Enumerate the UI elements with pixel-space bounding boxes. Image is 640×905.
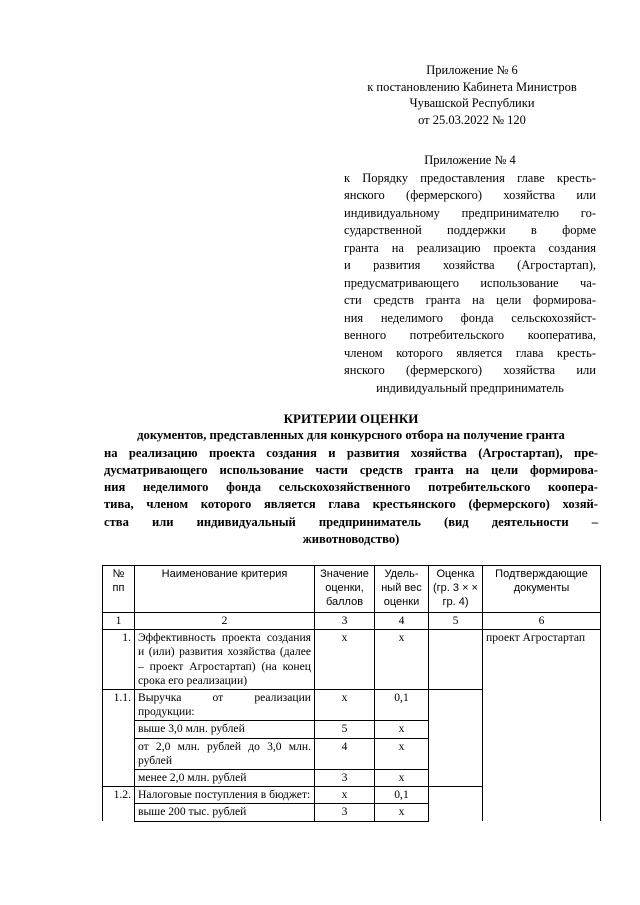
row-value: 4: [315, 738, 375, 769]
col-number: 5: [429, 613, 483, 630]
row-name: выше 200 тыс. рублей: [135, 804, 315, 821]
row-num: 1.: [103, 630, 135, 690]
header-score: Оценка (гр. 3 × × гр. 4): [429, 566, 483, 613]
criteria-table: [102, 565, 601, 822]
appendix-6-republic: Чувашской Республики: [409, 96, 535, 110]
row-weight: х: [375, 721, 429, 738]
col-number: 6: [483, 613, 601, 630]
appendix-4-header: [344, 152, 596, 397]
appendix-4-line: ния неделимого фонда сельскохозяйст-: [344, 310, 596, 325]
appendix-4-line: янского (фермерского) хозяйства или: [344, 188, 596, 202]
col-number: 4: [375, 613, 429, 630]
criteria-subtitle-line: животноводство): [302, 532, 400, 547]
header-name: Наименование критерия: [135, 566, 315, 613]
row-value: 3: [315, 804, 375, 821]
appendix-4-line: индивидуальный предприниматель: [376, 380, 564, 395]
row-value: 3: [315, 770, 375, 787]
appendix-6-date: от 25.03.2022 № 120: [418, 112, 526, 127]
header-num: № пп: [103, 566, 135, 613]
appendix-4-line: членом которого является глава кресть-: [344, 345, 596, 360]
criteria-subtitle-line: дусматривающего использование части средств гранта на цели формирова-: [104, 462, 598, 477]
appendix-4-line: сти средств гранта на цели формирова-: [344, 293, 596, 307]
appendix-4-line: к Порядку предоставления главе кресть-: [344, 170, 596, 185]
row-weight: х: [375, 630, 429, 690]
row-score: [429, 630, 483, 690]
appendix-4-line: янского (фермерского) хозяйства или: [344, 363, 596, 377]
col-number: 2: [135, 613, 315, 630]
appendix-4-line: и развития хозяйства (Агростартап),: [344, 258, 596, 272]
row-num: 1.1.: [103, 690, 135, 787]
criteria-subtitle-line: тива, членом которого является глава крестьянского (фермерского) хозяй-: [104, 497, 598, 512]
row-score: [429, 690, 483, 787]
row-value: х: [315, 787, 375, 804]
row-score: [429, 787, 483, 821]
row-weight: х: [375, 738, 429, 769]
column-number-row: [103, 613, 601, 630]
row-weight: 0,1: [375, 690, 429, 721]
appendix-4-line: сударственной поддержки в форме: [344, 223, 596, 237]
row-name: от 2,0 млн. рублей до 3,0 млн. рублей: [135, 738, 315, 769]
row-value: 5: [315, 721, 375, 738]
appendix-4-line: венного потребительского кооператива,: [344, 328, 596, 342]
appendix-6-resolution: к постановлению Кабинета Министров: [367, 79, 577, 94]
row-weight: х: [375, 804, 429, 821]
appendix-4-line: предусматривающего использование ча-: [344, 275, 596, 290]
criteria-subtitle-line: ства или индивидуальный предприниматель (вид деятельности –: [104, 514, 598, 529]
header-docs: Подтверждающие документы: [483, 566, 601, 613]
row-name: Выручка от реализации продукции:: [135, 690, 315, 721]
criteria-subtitle-line: ния неделимого фонда сельскохозяйственного потребительского коопера-: [104, 480, 598, 495]
row-value: х: [315, 630, 375, 690]
col-number: 3: [315, 613, 375, 630]
table-header-row: [103, 566, 601, 613]
appendix-4-title: Приложение № 4: [424, 153, 516, 167]
row-name: Эффективность проекта создания и (или) развития хозяйства (далее – проект Агростартап) (на конец срока его реализации): [135, 630, 315, 690]
header-weight: Удель-ный вес оценки: [375, 566, 429, 613]
criteria-subtitle-line: документов, представленных для конкурсного отбора на получение гранта: [137, 428, 565, 443]
criteria-title: КРИТЕРИИ ОЦЕНКИ: [283, 411, 419, 426]
appendix-4-line: гранта на реализацию проекта создания: [344, 240, 596, 255]
appendix-4-line: индивидуальному предпринимателю го-: [344, 205, 596, 220]
row-weight: х: [375, 770, 429, 787]
header-value: Значение оценки, баллов: [315, 566, 375, 613]
appendix-6-title: Приложение № 6: [426, 63, 518, 77]
row-name: Налоговые поступления в бюджет:: [135, 787, 315, 804]
criteria-heading: [104, 410, 598, 548]
row-num: 1.2.: [103, 787, 135, 821]
row-value: х: [315, 690, 375, 721]
row-name: выше 3,0 млн. рублей: [135, 721, 315, 738]
col-number: 1: [103, 613, 135, 630]
row-weight: 0,1: [375, 787, 429, 804]
row-docs: проект Агростартап: [483, 630, 601, 821]
row-name: менее 2,0 млн. рублей: [135, 770, 315, 787]
criteria-subtitle-line: на реализацию проекта создания и развития хозяйства (Агростартап), пре-: [104, 445, 598, 460]
table-row: [103, 630, 601, 690]
appendix-6-header: [340, 62, 604, 128]
